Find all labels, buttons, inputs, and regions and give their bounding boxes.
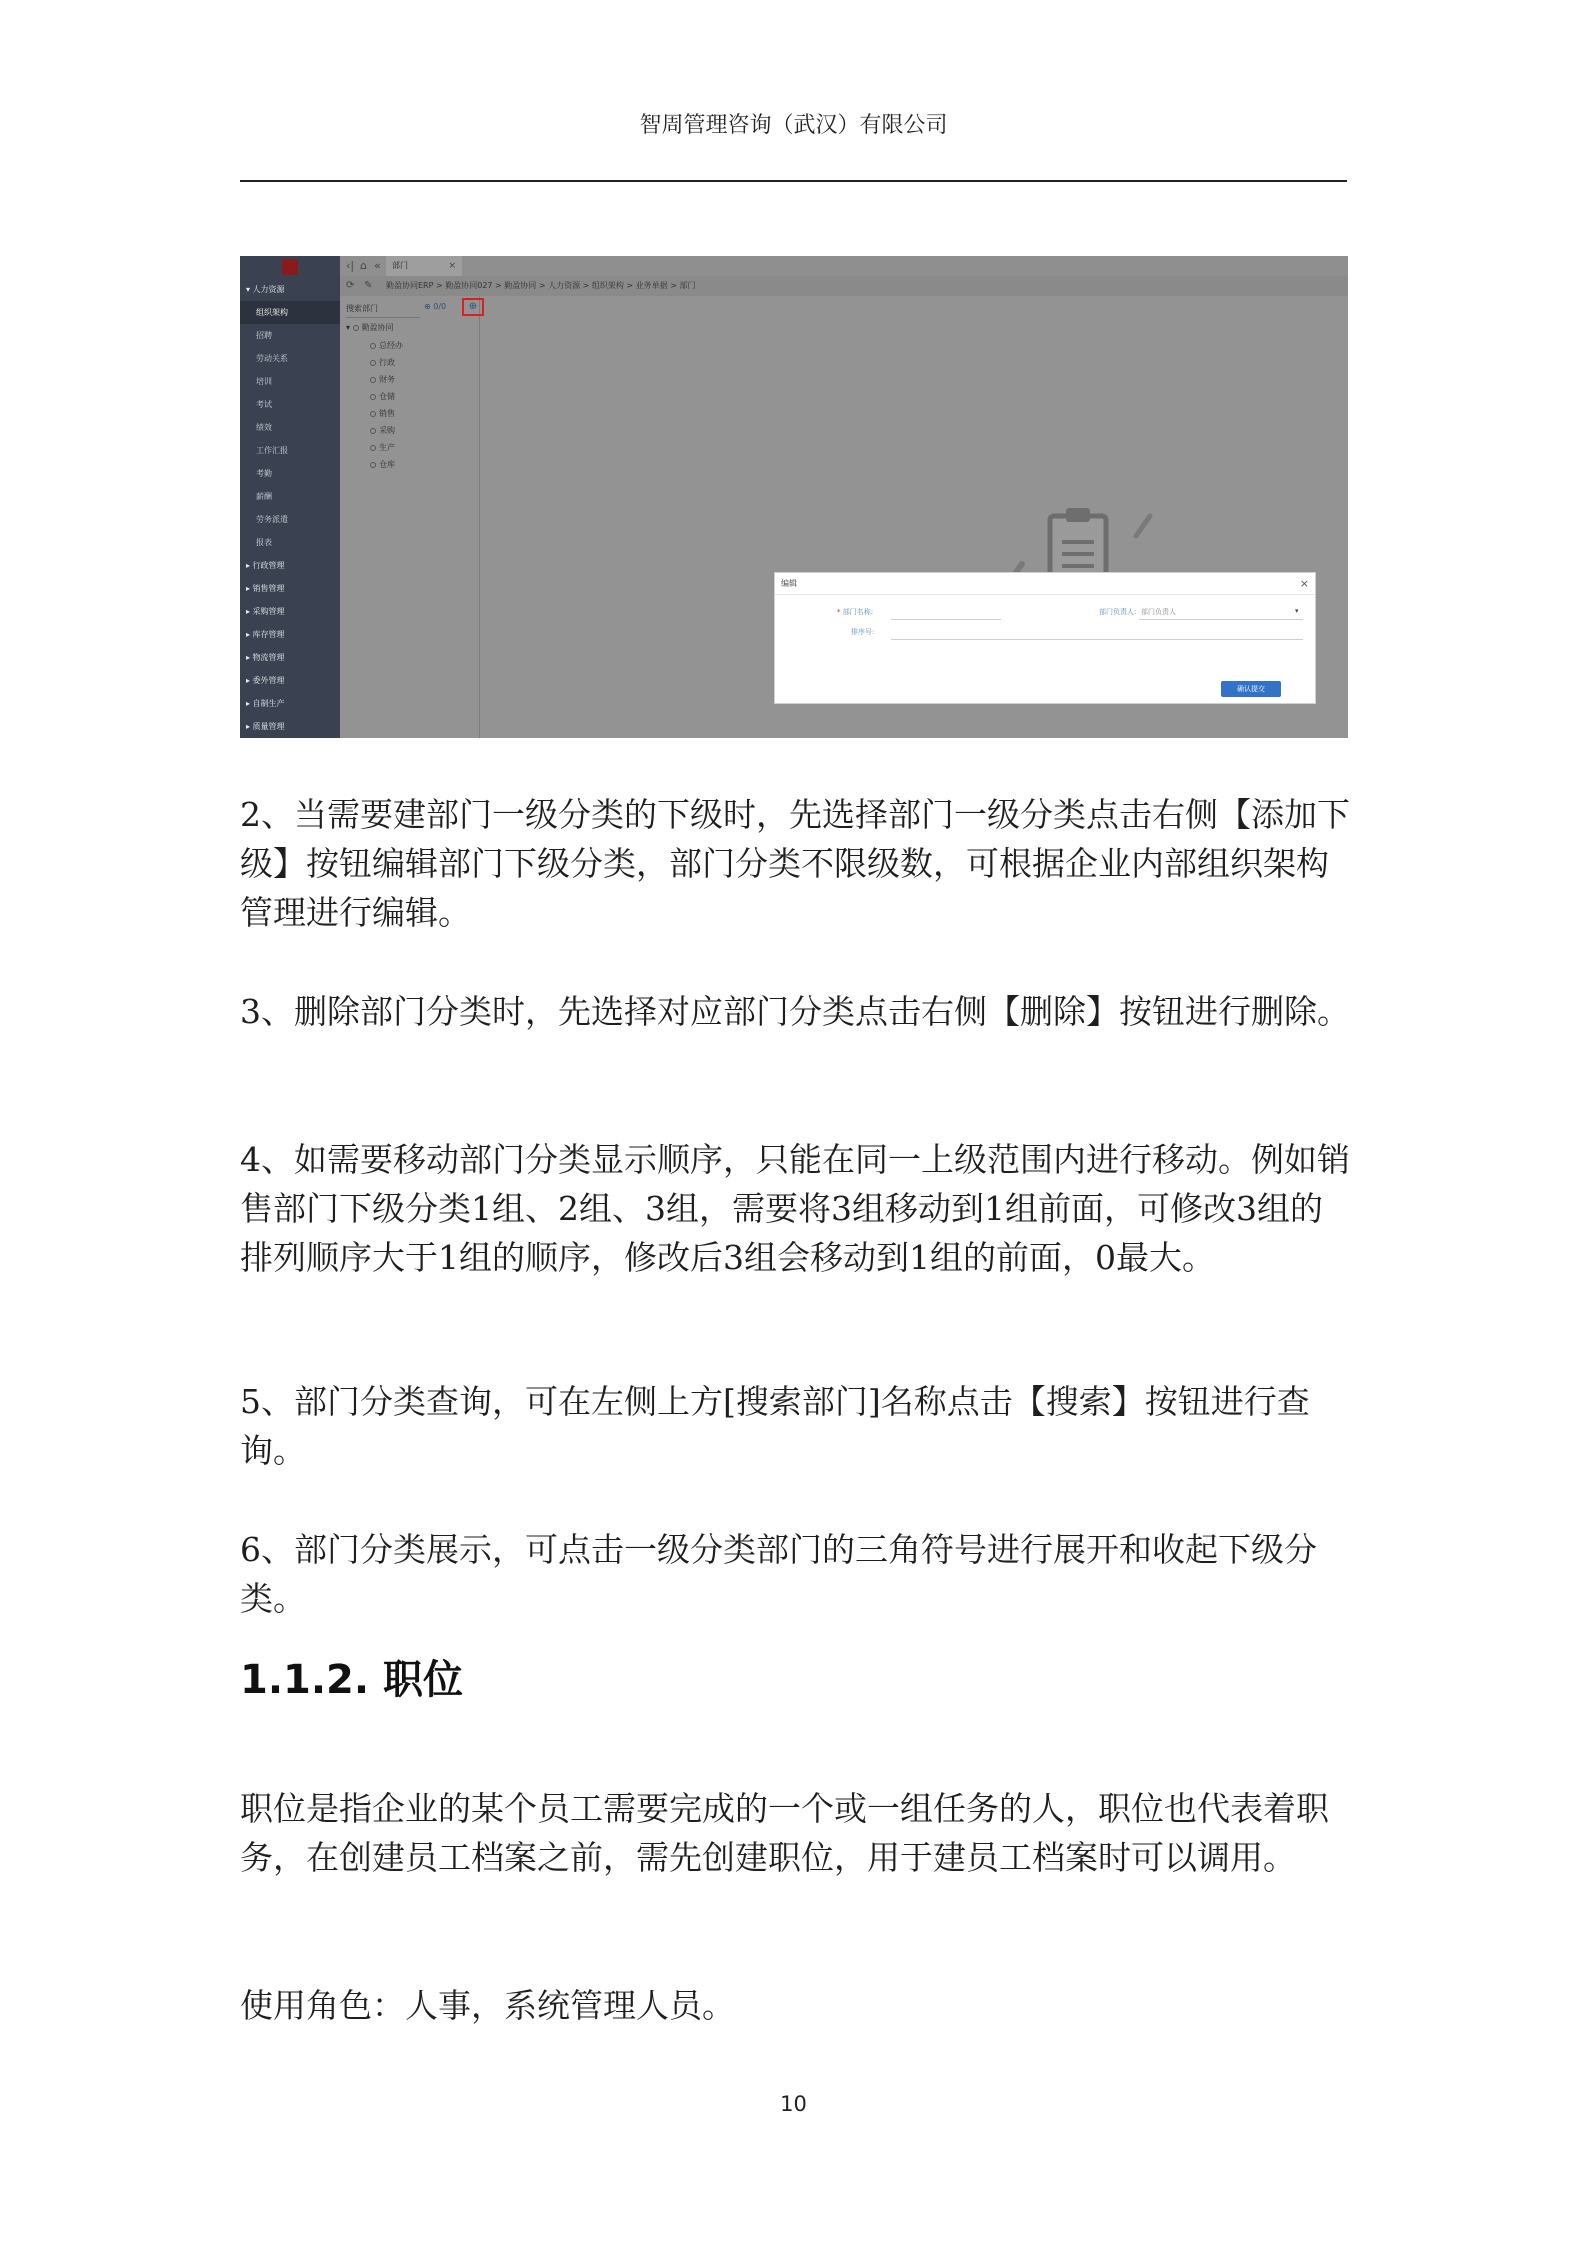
sidebar-item[interactable]: 报表 bbox=[256, 538, 272, 547]
sidebar-item[interactable]: 考勤 bbox=[256, 469, 272, 478]
add-child-button[interactable] bbox=[462, 298, 484, 316]
department-tree-panel bbox=[340, 296, 480, 738]
app-logo bbox=[282, 259, 298, 275]
sidebar-item[interactable]: 薪酬 bbox=[256, 492, 272, 501]
caret-down-icon: ▾ bbox=[1295, 607, 1299, 615]
sidebar-item[interactable]: ▸ 采购管理 bbox=[246, 607, 285, 616]
tree-node-label: 行政 bbox=[379, 358, 395, 367]
edit-department-modal bbox=[774, 572, 1316, 704]
tab-department[interactable] bbox=[386, 256, 462, 276]
node-icon bbox=[353, 325, 359, 331]
sidebar-item[interactable]: ▸ 质量管理 bbox=[246, 722, 285, 731]
search-department-label: 搜索部门 bbox=[346, 304, 378, 313]
modal-header bbox=[775, 573, 1315, 595]
tab-bar bbox=[340, 256, 1348, 276]
tree-node-label: 销售 bbox=[379, 409, 395, 418]
node-icon bbox=[370, 343, 376, 349]
tree-node[interactable] bbox=[370, 459, 395, 470]
node-icon bbox=[370, 428, 376, 434]
tree-node[interactable] bbox=[370, 391, 395, 402]
page-header: 智周管理咨询（武汉）有限公司 bbox=[639, 113, 948, 138]
node-icon bbox=[370, 394, 376, 400]
tree-root-node[interactable]: ▾ 勤盈协同 bbox=[346, 323, 394, 332]
dept-head-underline bbox=[1139, 619, 1303, 620]
order-input[interactable] bbox=[891, 639, 1303, 640]
sidebar-item[interactable]: ▸ 自制生产 bbox=[246, 699, 285, 708]
paragraph-6: 6、部门分类展示，可点击一级分类部门的三角符号进行展开和收起下级分类。 bbox=[240, 1530, 1317, 1618]
modal-title: 编辑 bbox=[781, 579, 797, 588]
sidebar-item[interactable]: 招聘 bbox=[256, 331, 272, 340]
tree-node[interactable] bbox=[370, 340, 403, 351]
tab-label: 部门 bbox=[392, 261, 408, 270]
sidebar-item[interactable]: 考试 bbox=[256, 400, 272, 409]
tree-node-label: 总经办 bbox=[379, 341, 403, 350]
sidebar bbox=[240, 256, 340, 738]
back-icon[interactable]: ‹| bbox=[346, 259, 355, 272]
tree-root-label: 勤盈协同 bbox=[361, 323, 394, 332]
tree-node[interactable] bbox=[370, 357, 395, 368]
close-icon[interactable]: × bbox=[1299, 577, 1309, 590]
tree-node[interactable] bbox=[370, 442, 395, 453]
dept-head-label: 部门负责人: bbox=[1099, 608, 1137, 616]
sidebar-item[interactable]: 工作汇报 bbox=[256, 446, 288, 455]
page-number: 10 bbox=[780, 2092, 807, 2116]
sidebar-item[interactable]: ▸ 行政管理 bbox=[246, 561, 285, 570]
dept-head-select[interactable]: 部门负责人 bbox=[1141, 608, 1176, 616]
close-icon[interactable]: × bbox=[448, 261, 456, 271]
paragraph-8: 使用角色：人事，系统管理人员。 bbox=[240, 1986, 735, 2025]
double-chevron-left-icon[interactable]: « bbox=[374, 259, 381, 272]
breadcrumb: 勤盈协同ERP > 勤盈协同027 > 勤盈协同 > 人力资源 > 组织架构 > 业务单据 > 部门 bbox=[386, 281, 696, 290]
refresh-icon[interactable]: ⟳ bbox=[346, 280, 355, 291]
sidebar-item[interactable]: ▸ 委外管理 bbox=[246, 676, 285, 685]
paragraph-3: 3、删除部门分类时，先选择对应部门分类点击右侧【删除】按钮进行删除。 bbox=[240, 992, 1350, 1031]
search-button[interactable] bbox=[424, 302, 446, 311]
paragraph-4: 4、如需要移动部门分类显示顺序，只能在同一上级范围内进行移动。例如销售部门下级分类1组、2组、3组，需要将3组移动到1组前面，可修改3组的排列顺序大于1组的顺序，修改后3组会移动到1组的前面，0最大。 bbox=[240, 1140, 1350, 1277]
paragraph-5: 5、部门分类查询，可在左侧上方[搜索部门]名称点击【搜索】按钮进行查询。 bbox=[240, 1382, 1310, 1470]
tree-node-label: 仓库 bbox=[379, 460, 395, 469]
order-label: 排序号: bbox=[851, 628, 875, 636]
node-icon bbox=[370, 411, 376, 417]
sidebar-item[interactable]: ▾ 人力资源 bbox=[246, 285, 285, 294]
node-icon bbox=[370, 445, 376, 451]
sidebar-item[interactable]: 绩效 bbox=[256, 423, 272, 432]
embedded-screenshot bbox=[240, 256, 1348, 738]
sidebar-item[interactable]: 劳动关系 bbox=[256, 354, 288, 363]
sidebar-item[interactable]: 培训 bbox=[256, 377, 272, 386]
tree-node-label: 财务 bbox=[379, 375, 395, 384]
dept-name-label: * 部门名称: bbox=[837, 608, 874, 616]
sidebar-item[interactable]: ▸ 物流管理 bbox=[246, 653, 285, 662]
node-icon bbox=[370, 360, 376, 366]
node-icon bbox=[370, 377, 376, 383]
header-divider bbox=[240, 180, 1347, 182]
tree-node-label: 生产 bbox=[379, 443, 395, 452]
paragraph-7: 职位是指企业的某个员工需要完成的一个或一组任务的人，职位也代表着职务，在创建员工档案之前，需先创建职位，用于建员工档案时可以调用。 bbox=[240, 1789, 1329, 1877]
search-input[interactable] bbox=[346, 317, 420, 318]
section-heading: 1.1.2. 职位 bbox=[240, 1657, 464, 1703]
dept-name-input[interactable] bbox=[891, 619, 1001, 620]
sidebar-item[interactable]: ▸ 销售管理 bbox=[246, 584, 285, 593]
breadcrumb-bar bbox=[340, 276, 1348, 296]
tree-node-label: 采购 bbox=[379, 426, 395, 435]
tree-node[interactable] bbox=[370, 374, 395, 385]
paragraph-2: 2、当需要建部门一级分类的下级时，先选择部门一级分类点击右侧【添加下级】按钮编辑部门下级分类，部门分类不限级数，可根据企业内部组织架构管理进行编辑。 bbox=[240, 795, 1350, 932]
pin-icon[interactable]: ✎ bbox=[364, 280, 373, 291]
tree-node[interactable] bbox=[370, 425, 395, 436]
node-icon bbox=[370, 462, 376, 468]
sidebar-item[interactable]: ▸ 库存管理 bbox=[246, 630, 285, 639]
tree-node-label: 仓储 bbox=[379, 392, 395, 401]
sidebar-item[interactable]: 劳务派遣 bbox=[256, 515, 288, 524]
tree-node[interactable] bbox=[370, 408, 395, 419]
sidebar-menu bbox=[240, 278, 340, 738]
home-icon[interactable]: ⌂ bbox=[360, 259, 367, 272]
search-count: 0/0 bbox=[433, 302, 447, 311]
sidebar-item[interactable]: 组织架构 bbox=[240, 301, 340, 324]
search-icon: ⊕ bbox=[424, 302, 431, 311]
confirm-submit-button[interactable]: 确认提交 bbox=[1221, 681, 1281, 697]
plus-circle-icon: ⊕ bbox=[468, 301, 478, 312]
dept-name-label-text: 部门名称: bbox=[842, 608, 874, 616]
